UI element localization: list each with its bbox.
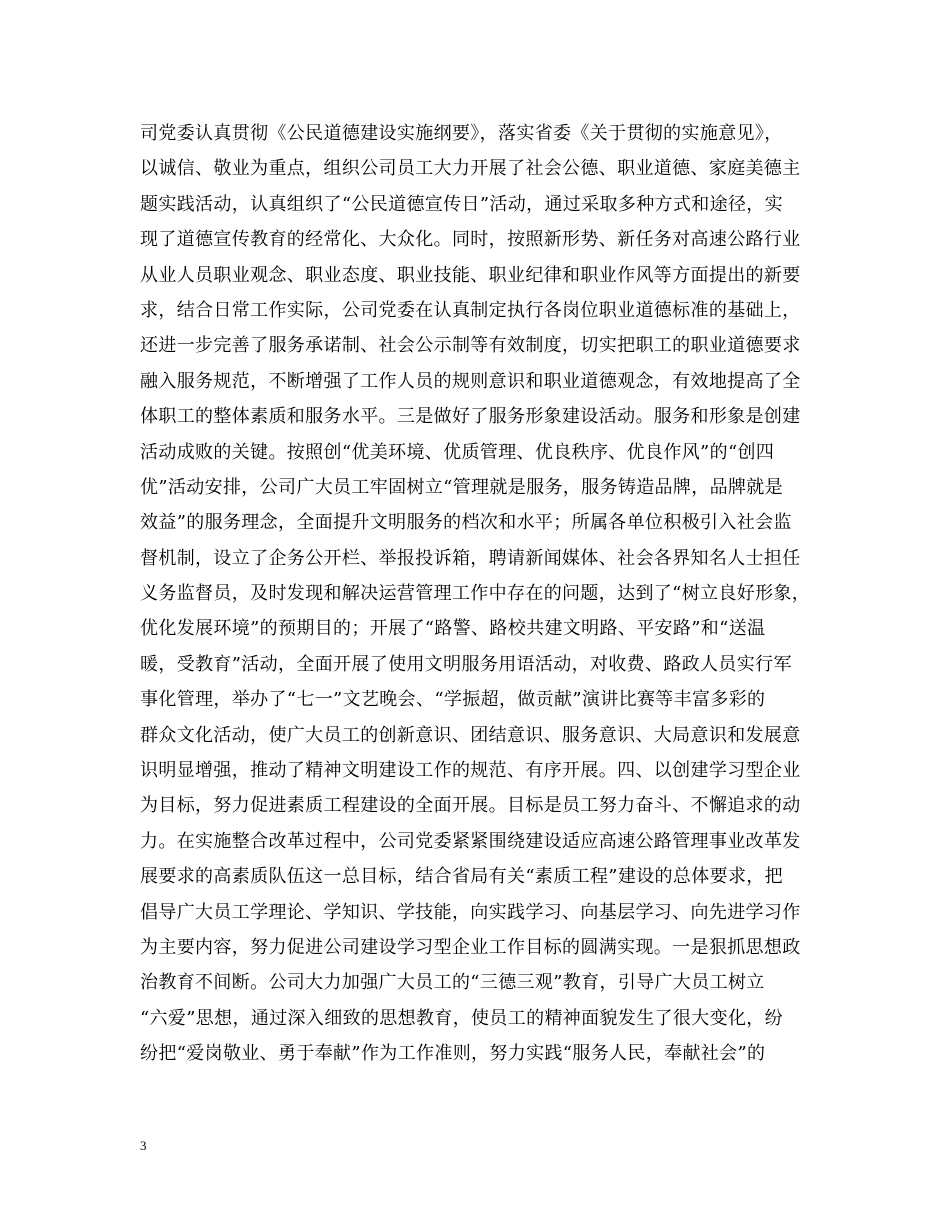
text-line: 暖，受教育”活动，全面开展了使用文明服务用语活动，对收费、路政人员实行军 bbox=[140, 653, 792, 675]
text-line: 题实践活动，认真组织了“公民道德宣传日”活动，通过采取多种方式和途径，实 bbox=[140, 193, 784, 215]
page-number: 3 bbox=[140, 1138, 147, 1153]
text-line: 现了道德宣传教育的经常化、大众化。同时，按照新形势、新任务对高速公路行业 bbox=[140, 229, 801, 251]
text-line: 优”活动安排，公司广大员工牢固树立“管理就是服务，服务铸造品牌，品牌就是 bbox=[140, 476, 784, 498]
text-line: 活动成败的关键。按照创“优美环境、优质管理、优良秩序、优良作风”的“创四 bbox=[140, 441, 775, 463]
text-line: 倡导广大员工学理论、学知识、学技能，向实践学习、向基层学习、向先进学习作 bbox=[140, 901, 801, 923]
text-line: 事化管理，举办了“七一”文艺晚会、“学振超，做贡献”演讲比赛等丰富多彩的 bbox=[140, 689, 766, 711]
text-line: 治教育不间断。公司大力加强广大员工的“三德三观”教育，引导广大员工树立 bbox=[140, 972, 765, 994]
text-line: 体职工的整体素质和服务水平。三是做好了服务形象建设活动。服务和形象是创建 bbox=[140, 406, 801, 428]
text-line: 为主要内容，努力促进公司建设学习型企业工作目标的圆满实现。一是狠抓思想政 bbox=[140, 936, 801, 958]
text-line: 效益”的服务理念，全面提升文明服务的档次和水平；所属各单位积极引入社会监 bbox=[140, 512, 792, 534]
text-line: 还进一步完善了服务承诺制、社会公示制等有效制度，切实把职工的职业道德要求 bbox=[140, 335, 801, 357]
text-line: 从业人员职业观念、职业态度、职业技能、职业纪律和职业作风等方面提出的新要 bbox=[140, 264, 801, 286]
text-line: 求，结合日常工作实际，公司党委在认真制定执行各岗位职业道德标准的基础上， bbox=[140, 299, 801, 321]
text-line: 司党委认真贯彻《公民道德建设实施纲要》，落实省委《关于贯彻的实施意见》， bbox=[140, 123, 783, 144]
text-line: “六爱”思想，通过深入细致的思想教育，使员工的精神面貌发生了很大变化，纷 bbox=[140, 1007, 784, 1029]
text-line: 识明显增强，推动了精神文明建设工作的规范、有序开展。四、以创建学习型企业 bbox=[140, 760, 801, 782]
text-line: 义务监督员，及时发现和解决运营管理工作中存在的问题，达到了“树立良好形象， bbox=[140, 583, 811, 605]
text-line: 展要求的高素质队伍这一总目标，结合省局有关“素质工程”建设的总体要求，把 bbox=[140, 866, 784, 888]
text-line: 督机制，设立了企务公开栏、举报投诉箱，聘请新闻媒体、社会各界知名人士担任 bbox=[140, 547, 801, 569]
text-line: 以诚信、敬业为重点，组织公司员工大力开展了社会公德、职业道德、家庭美德主 bbox=[140, 158, 801, 180]
text-line: 为目标，努力促进素质工程建设的全面开展。目标是员工努力奋斗、不懈追求的动 bbox=[140, 795, 801, 817]
text-line: 融入服务规范，不断增强了工作人员的规则意识和职业道德观念，有效地提高了全 bbox=[140, 370, 801, 392]
text-line: 力。在实施整合改革过程中，公司党委紧紧围绕建设适应高速公路管理事业改革发 bbox=[140, 830, 801, 852]
text-line: 群众文化活动，使广大员工的创新意识、团结意识、服务意识、大局意识和发展意 bbox=[140, 724, 801, 746]
text-line: 优化发展环境”的预期目的；开展了“路警、路校共建文明路、平安路”和“送温 bbox=[140, 618, 766, 640]
body-text bbox=[140, 116, 820, 1072]
text-line: 纷把“爱岗敬业、勇于奉献”作为工作准则，努力实践“服务人民，奉献社会”的 bbox=[140, 1043, 766, 1065]
